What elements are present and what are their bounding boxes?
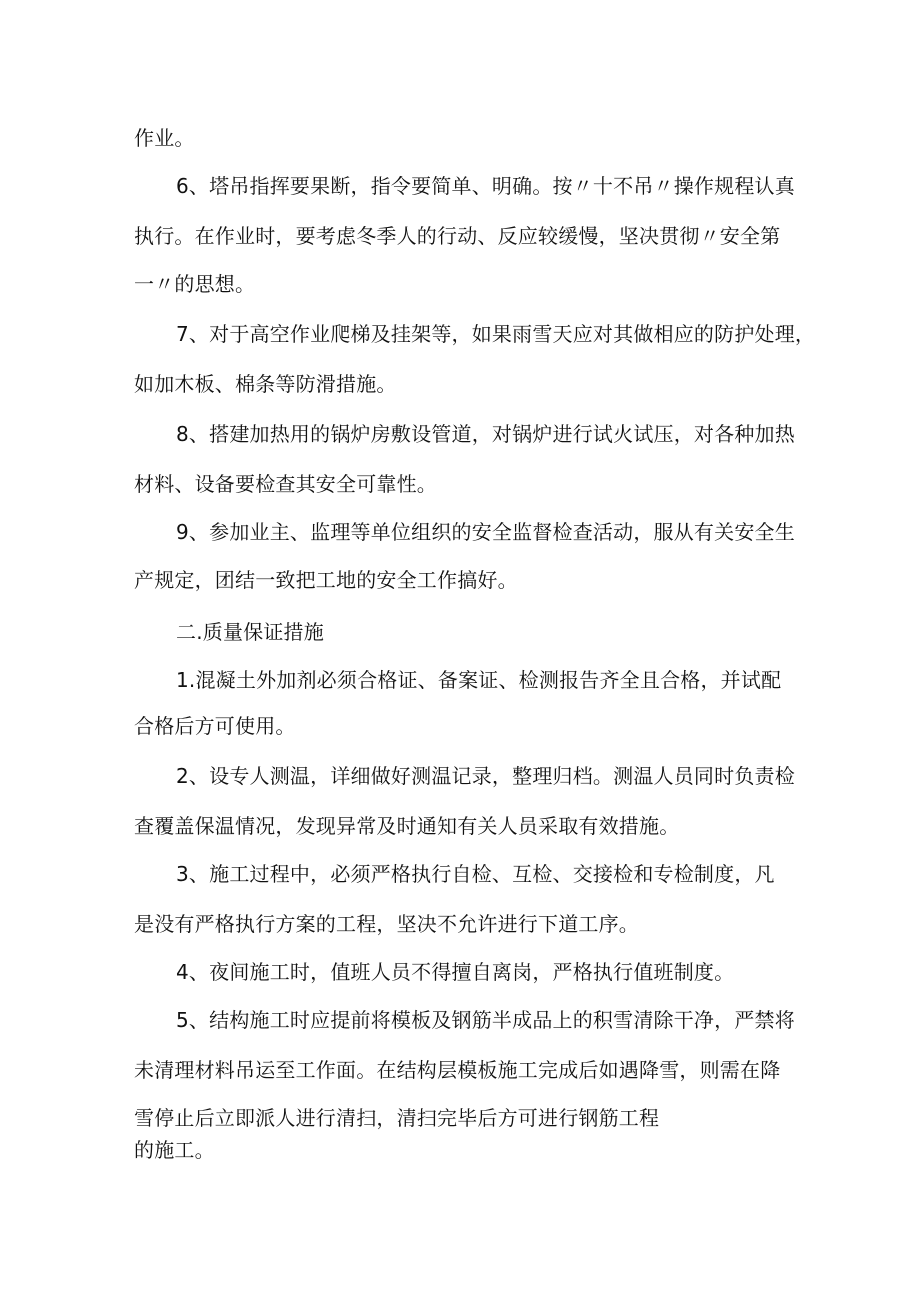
text-line: 的施工。	[134, 1138, 215, 1162]
text-line: 6、塔吊指挥要果断，指令要简单、明确。按〃十不吊〃操作规程认真	[176, 174, 795, 198]
text-line: 8、搭建加热用的锅炉房敷设管道，对锅炉进行试火试压，对各种加热	[176, 422, 795, 446]
text-line: 9、参加业主、监理等单位组织的安全监督检查活动，服从有关安全生	[176, 520, 795, 544]
text-line: 3、施工过程中，必须严格执行自检、互检、交接检和专检制度，凡	[176, 862, 775, 886]
text-line: 未清理材料吊运至工作面。在结构层模板施工完成后如遇降雪，则需在降	[134, 1058, 781, 1082]
text-line: 4、夜间施工时，值班人员不得擅自离岗，严格执行值班制度。	[176, 960, 735, 984]
text-line: 7、对于高空作业爬梯及挂架等，如果雨雪天应对其做相应的防护处理，	[176, 322, 816, 346]
text-line: 执行。在作业时，要考虑冬季人的行动、反应较缓慢，坚决贯彻〃安全第	[134, 224, 781, 248]
text-line: 1.混凝土外加剂必须合格证、备案证、检测报告齐全且合格，并试配	[176, 668, 782, 692]
text-line: 是没有严格执行方案的工程，坚决不允许进行下道工序。	[134, 912, 639, 936]
text-line: 2、设专人测温，详细做好测温记录，整理归档。测温人员同时负责检	[176, 764, 795, 788]
text-line: 如加木板、棉条等防滑措施。	[134, 372, 397, 396]
text-line: 合格后方可使用。	[134, 714, 296, 738]
text-line: 查覆盖保温情况，发现异常及时通知有关人员采取有效措施。	[134, 814, 680, 838]
text-line: 作业。	[134, 126, 195, 150]
text-line: 一〃的思想。	[134, 272, 256, 296]
text-line: 材料、设备要检查其安全可靠性。	[134, 472, 437, 496]
text-line: 产规定，团结一致把工地的安全工作搞好。	[134, 568, 518, 592]
text-line: 5、结构施工时应提前将模板及钢筋半成品上的积雪清除干净，严禁将	[176, 1008, 795, 1032]
text-line: 雪停止后立即派人进行清扫，清扫完毕后方可进行钢筋工程	[134, 1106, 660, 1130]
section-heading: 二.质量保证措施	[176, 620, 324, 644]
